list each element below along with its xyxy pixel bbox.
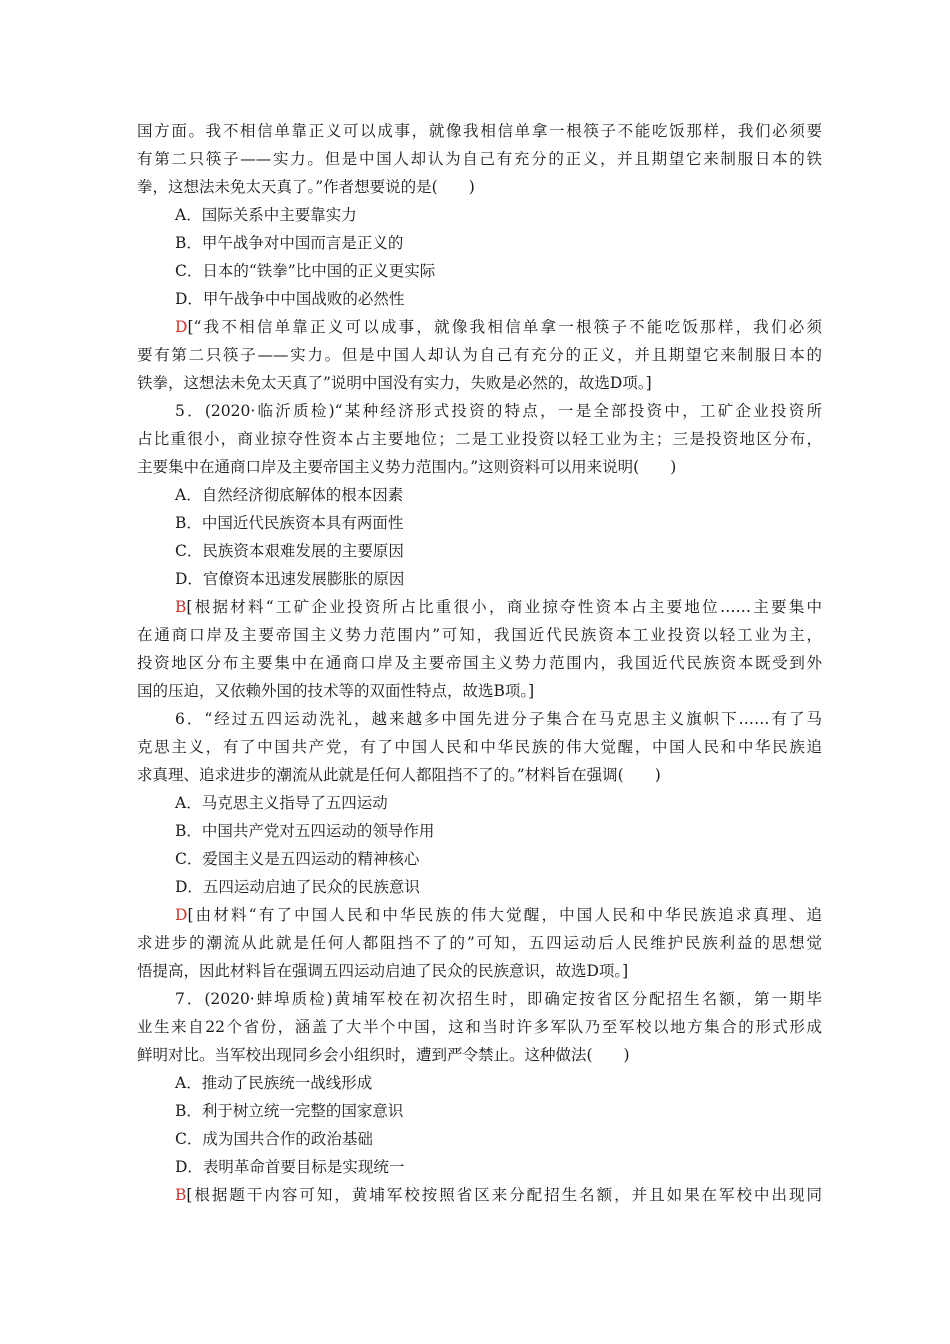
question-text-line: 鲜明对比。当军校出现同乡会小组织时，遭到严令禁止。这种做法( ) (137, 1046, 630, 1064)
option-b: B．甲午战争对中国而言是正义的 (175, 234, 404, 252)
answer-letter: D (175, 906, 188, 924)
question-text-line: 7．(2020·蚌埠质检)黄埔军校在初次招生时，即确定按省区分配招生名额，第一期毕 (175, 990, 822, 1008)
answer-explanation-line: D[由材料“有了中国人民和中华民族的伟大觉醒，中国人民和中华民族追求真理、追 (175, 906, 822, 924)
answer-letter: B (175, 598, 187, 616)
option-d: D．表明革命首要目标是实现统一 (175, 1158, 405, 1176)
question-text-line: 拳，这想法未免太天真了。”作者想要说的是( ) (137, 178, 475, 196)
question-text-line: 求真理、追求进步的潮流从此就是任何人都阻挡不了的。”材料旨在强调( ) (137, 766, 661, 784)
answer-explanation-line: 要有第二只筷子——实力。但是中国人却认为自己有充分的正义，并且期望它来制服日本的 (137, 346, 822, 364)
option-c: C．爱国主义是五四运动的精神核心 (175, 850, 420, 868)
question-text-line: 克思主义，有了中国共产党，有了中国人民和中华民族的伟大觉醒，中国人民和中华民族追 (137, 738, 822, 756)
answer-explanation-line: B[根据题干内容可知，黄埔军校按照省区来分配招生名额，并且如果在军校中出现同 (175, 1186, 822, 1204)
option-b: B．中国共产党对五四运动的领导作用 (175, 822, 435, 840)
answer-explanation-line: 投资地区分布主要集中在通商口岸及主要帝国主义势力范围内，我国近代民族资本既受到外 (137, 654, 822, 672)
option-c: C．日本的“铁拳”比中国的正义更实际 (175, 262, 436, 280)
option-a: A．国际关系中主要靠实力 (175, 206, 357, 224)
option-c: C．民族资本艰难发展的主要原因 (175, 542, 404, 560)
question-text-line: 占比重很小，商业掠夺性资本占主要地位；二是工业投资以轻工业为主；三是投资地区分布， (137, 430, 822, 448)
option-b: B．利于树立统一完整的国家意识 (175, 1102, 404, 1120)
answer-explanation-line: 在通商口岸及主要帝国主义势力范围内”可知，我国近代民族资本工业投资以轻工业为主， (137, 626, 822, 644)
question-text-line: 6．“经过五四运动洗礼，越来越多中国先进分子集合在马克思主义旗帜下……有了马 (175, 710, 822, 728)
option-b: B．中国近代民族资本具有两面性 (175, 514, 404, 532)
question-text-line: 有第二只筷子——实力。但是中国人却认为自己有充分的正义，并且期望它来制服日本的铁 (137, 150, 822, 168)
option-a: A．自然经济彻底解体的根本因素 (175, 486, 404, 504)
option-a: A．推动了民族统一战线形成 (175, 1074, 373, 1092)
answer-explanation-line: 求进步的潮流从此就是任何人都阻挡不了的”可知，五四运动后人民维护民族利益的思想觉 (137, 934, 822, 952)
question-text-line: 5．(2020·临沂质检)“某种经济形式投资的特点，一是全部投资中，工矿企业投资所 (175, 402, 822, 420)
option-d: D．甲午战争中中国战败的必然性 (175, 290, 405, 308)
option-d: D．官僚资本迅速发展膨胀的原因 (175, 570, 405, 588)
question-text-line: 国方面。我不相信单靠正义可以成事，就像我相信单拿一根筷子不能吃饭那样，我们必须要 (137, 122, 822, 140)
option-c: C．成为国共合作的政治基础 (175, 1130, 373, 1148)
option-a: A．马克思主义指导了五四运动 (175, 794, 388, 812)
question-text-line: 主要集中在通商口岸及主要帝国主义势力范围内。”这则资料可以用来说明( ) (137, 458, 677, 476)
answer-explanation-line: D[“我不相信单靠正义可以成事，就像我相信单拿一根筷子不能吃饭那样，我们必须 (175, 318, 822, 336)
question-text-line: 业生来自22个省份，涵盖了大半个中国，这和当时许多军队乃至军校以地方集合的形式形成 (137, 1018, 822, 1036)
answer-explanation-line: 铁拳，这想法未免太天真了”说明中国没有实力，失败是必然的，故选D项。] (137, 374, 652, 392)
answer-letter: B (175, 1186, 187, 1204)
answer-letter: D (175, 318, 188, 336)
answer-explanation-line: 悟提高，因此材料旨在强调五四运动启迪了民众的民族意识，故选D项。] (137, 962, 629, 980)
option-d: D．五四运动启迪了民众的民族意识 (175, 878, 420, 896)
answer-explanation-line: B[根据材料“工矿企业投资所占比重很小，商业掠夺性资本占主要地位……主要集中 (175, 598, 822, 616)
answer-explanation-line: 国的压迫，又依赖外国的技术等的双面性特点，故选B项。] (137, 682, 535, 700)
